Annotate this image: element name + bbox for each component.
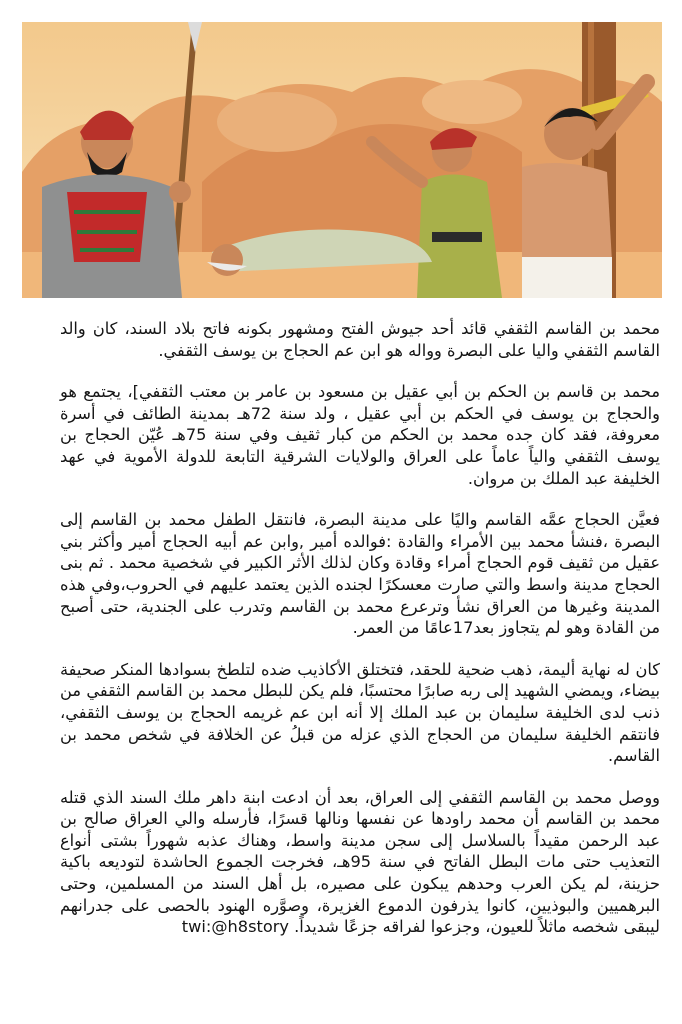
paragraph-2: محمد بن قاسم بن الحكم بن أبي عقيل بن مسعود بن عامر بن معتب الثقفي]، يجتمع هو والحجاج بن يوسف في الحكم بن أبي عقيل ، ولد سنة 72هـ بمدينة الطائف في أسرة معروفة، فقد كان جده محمد بن الحكم من كبار ثقيف وفي سنة 75هـ عُيّن الحجاج بن يوسف الثقفي والياً عاماً على العراق والولايات الشرقية التابعة للدولة الأموية في عهد الخليفة عبد الملك بن مروان. xyxy=(60,382,660,488)
twitter-credit: twi:@h8story xyxy=(181,917,289,937)
rock-highlight-2 xyxy=(422,80,522,124)
paragraph-5-text: ووصل محمد بن القاسم الثقفي إلى العراق، بعد أن ادعت ابنة داهر ملك السند الذي قتله محمد بن القاسم أن محمد راودها عن نفسها ونالها قسرًا، فأرسله والي العراق صالح بن عبد الرحمن مقيداً بالسلاسل إلى سجن مدينة واسط، وهناك عذبه شهوراً بشتى أنواع التعذيب حتى مات البطل الفاتح في سنة 95هـ، فخرجت الجموع الحاشدة لتوديعه باكية حزينة، لم يكن العرب وحدهم يبكون على مصيره، بل أهل السند من المسلمين، وحتى البرهميين والبوذيين، كانوا يذرفون الدموع الغزيرة، وصوَّره الهنود بالحصى على جدرانهم ليبقى شخصه ماثلاً للعيون، وجزعوا لفراقه جزعًا شديداً. xyxy=(60,787,661,937)
paragraph-3: فعيَّن الحجاج عمَّه القاسم واليًا على مدينة البصرة، فانتقل الطفل محمد بن القاسم إلى البصرة ،فنشأ محمد بين الأمراء والقادة :فوالده أمير ,وابن عم أبيه الحجاج أمير وأكثر بني عقيل من ثقيف قوم الحجاج أمراء وقادة وكان لذلك الأثر الكبير في شخصية محمد . ثم بنى الحجاج مدينة واسط والتي صارت معسكرًا لجنده الذين يعتمد عليهم في الحروب،وفي هذه المدينة وغيرها من العراق نشأ وترعرع محمد بن القاسم وتدرب على الجندية، حتى أصبح من القادة وهو لم يتجاوز بعد17عامًا من العمر. xyxy=(60,510,660,638)
paragraph-1: محمد بن القاسم الثقفي قائد أحد جيوش الفتح ومشهور بكونه فاتح بلاد السند، كان والد القاسم الثقفي واليا على البصرة وواله هو ابن عم الحجاج بن يوسف الثقفي. xyxy=(60,319,660,360)
illustration-drawing xyxy=(22,22,662,298)
paragraph-5 xyxy=(60,787,660,938)
story-illustration xyxy=(22,22,662,298)
tied-man-body xyxy=(522,163,612,262)
rock-highlight xyxy=(217,92,337,152)
article-text xyxy=(60,318,660,938)
paragraph-4: كان له نهاية أليمة، ذهب ضحية للحقد، فتختلق الأكاذيب ضده لتلطخ بسوادها المنكر صحيفة بيضاء، ويمضي الشهيد إلى ربه صابرًا محتسبًا، فلم يكن للبطل محمد بن القاسم الثقفي من ذنب لدى الخليفة سليمان بن عبد الملك إلا أنه ابن عم غريمه الحجاج بن يوسف الثقفي، فانتقم الخليفة سليمان من الحجاج الذي عزله من قبلُ عن الخلافة في شخص محمد بن القاسم. xyxy=(60,659,660,766)
